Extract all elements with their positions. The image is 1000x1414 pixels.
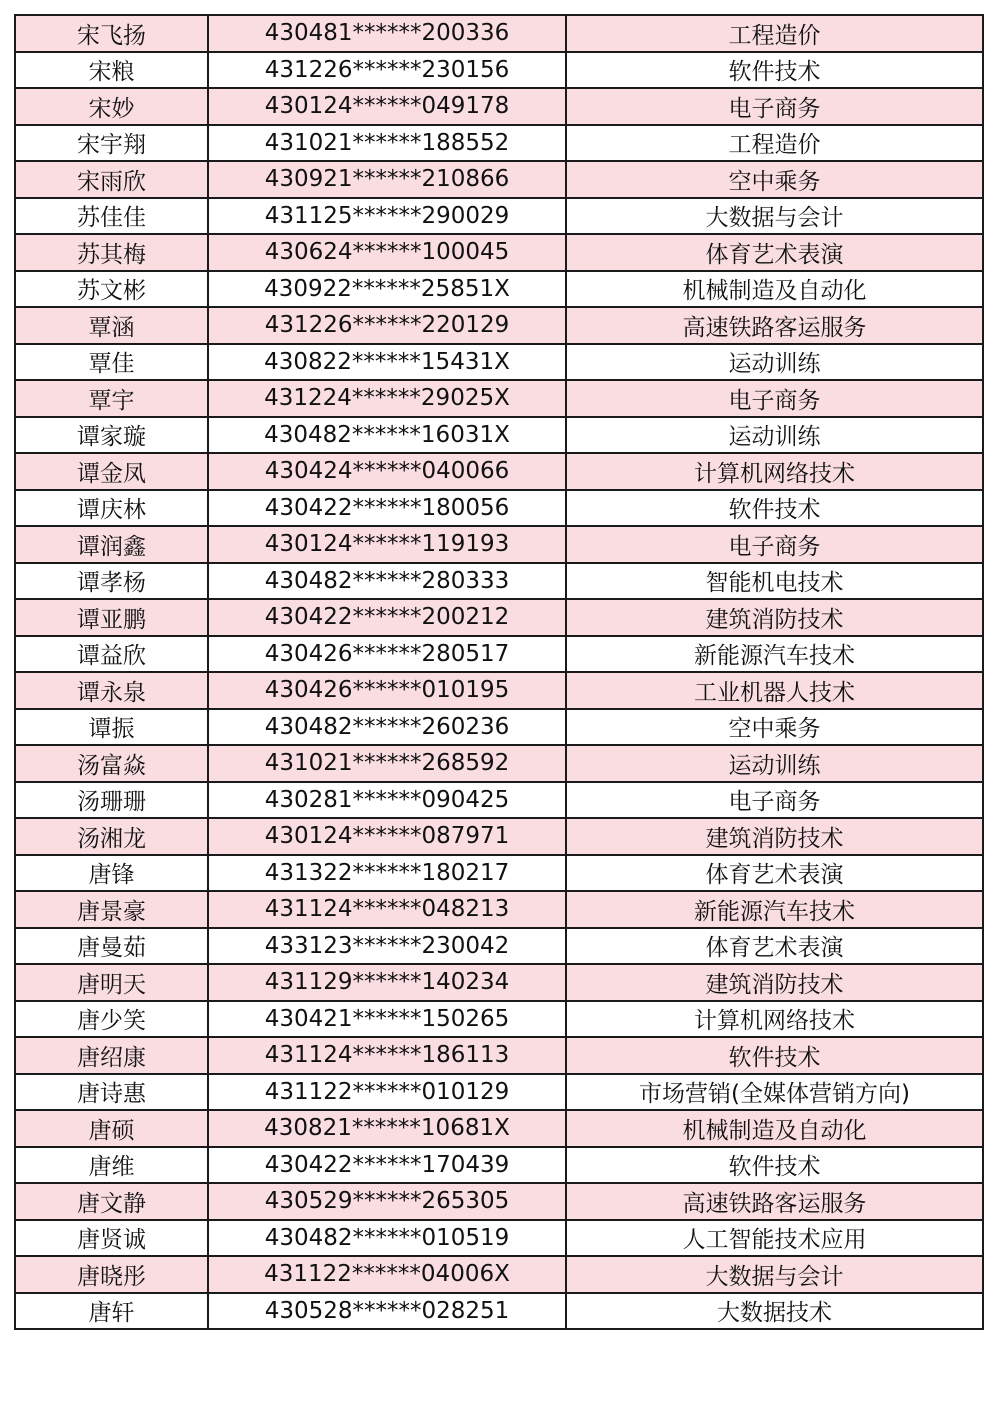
id-number-cell: 430482******16031X [208, 417, 566, 454]
id-number-cell: 430624******100045 [208, 234, 566, 271]
id-number-cell: 431122******04006X [208, 1256, 566, 1293]
major-cell: 新能源汽车技术 [566, 891, 983, 928]
table-row [15, 1147, 983, 1184]
id-number-cell: 431124******186113 [208, 1037, 566, 1074]
table-row [15, 161, 983, 198]
major-cell: 计算机网络技术 [566, 1001, 983, 1038]
id-number-cell: 430482******010519 [208, 1220, 566, 1257]
student-name-cell: 谭永泉 [15, 672, 208, 709]
table-row [15, 198, 983, 235]
major-cell: 人工智能技术应用 [566, 1220, 983, 1257]
table-row [15, 964, 983, 1001]
student-name-cell: 唐少笑 [15, 1001, 208, 1038]
student-name-cell: 唐硕 [15, 1110, 208, 1147]
student-name-cell: 苏文彬 [15, 271, 208, 308]
table-row [15, 1037, 983, 1074]
student-name-cell: 唐轩 [15, 1293, 208, 1330]
id-number-cell: 431021******188552 [208, 125, 566, 162]
student-name-cell: 宋雨欣 [15, 161, 208, 198]
id-number-cell: 430124******119193 [208, 526, 566, 563]
table-row [15, 1001, 983, 1038]
major-cell: 智能机电技术 [566, 563, 983, 600]
student-name-cell: 汤富焱 [15, 745, 208, 782]
major-cell: 空中乘务 [566, 709, 983, 746]
major-cell: 软件技术 [566, 1147, 983, 1184]
id-number-cell: 430426******280517 [208, 636, 566, 673]
table-row [15, 344, 983, 381]
table-row [15, 88, 983, 125]
table-row [15, 855, 983, 892]
student-name-cell: 唐诗惠 [15, 1074, 208, 1111]
student-name-cell: 谭润鑫 [15, 526, 208, 563]
table-row [15, 526, 983, 563]
major-cell: 新能源汽车技术 [566, 636, 983, 673]
major-cell: 体育艺术表演 [566, 928, 983, 965]
table-row [15, 125, 983, 162]
table-row [15, 380, 983, 417]
roster-table [14, 14, 984, 1330]
student-name-cell: 唐锋 [15, 855, 208, 892]
student-name-cell: 苏佳佳 [15, 198, 208, 235]
major-cell: 建筑消防技术 [566, 818, 983, 855]
id-number-cell: 431322******180217 [208, 855, 566, 892]
id-number-cell: 430422******200212 [208, 599, 566, 636]
id-number-cell: 430422******170439 [208, 1147, 566, 1184]
table-row [15, 672, 983, 709]
id-number-cell: 430821******10681X [208, 1110, 566, 1147]
table-row [15, 1220, 983, 1257]
id-number-cell: 430281******090425 [208, 782, 566, 819]
table-row [15, 15, 983, 52]
id-number-cell: 430124******049178 [208, 88, 566, 125]
student-name-cell: 覃佳 [15, 344, 208, 381]
major-cell: 大数据与会计 [566, 198, 983, 235]
major-cell: 建筑消防技术 [566, 964, 983, 1001]
major-cell: 工程造价 [566, 15, 983, 52]
major-cell: 电子商务 [566, 782, 983, 819]
table-row [15, 818, 983, 855]
major-cell: 空中乘务 [566, 161, 983, 198]
table-row [15, 490, 983, 527]
major-cell: 运动训练 [566, 344, 983, 381]
table-row [15, 599, 983, 636]
student-name-cell: 谭振 [15, 709, 208, 746]
major-cell: 工程造价 [566, 125, 983, 162]
id-number-cell: 430529******265305 [208, 1183, 566, 1220]
student-name-cell: 谭家璇 [15, 417, 208, 454]
major-cell: 电子商务 [566, 88, 983, 125]
major-cell: 电子商务 [566, 526, 983, 563]
student-name-cell: 谭亚鹏 [15, 599, 208, 636]
student-name-cell: 唐景豪 [15, 891, 208, 928]
table-row [15, 1074, 983, 1111]
student-name-cell: 宋粮 [15, 52, 208, 89]
student-name-cell: 苏其梅 [15, 234, 208, 271]
table-row [15, 563, 983, 600]
major-cell: 高速铁路客运服务 [566, 307, 983, 344]
id-number-cell: 430422******180056 [208, 490, 566, 527]
id-number-cell: 431226******220129 [208, 307, 566, 344]
id-number-cell: 430481******200336 [208, 15, 566, 52]
student-name-cell: 谭金凤 [15, 453, 208, 490]
id-number-cell: 430421******150265 [208, 1001, 566, 1038]
roster-body [15, 15, 983, 1329]
student-name-cell: 唐绍康 [15, 1037, 208, 1074]
student-name-cell: 谭益欣 [15, 636, 208, 673]
major-cell: 运动训练 [566, 745, 983, 782]
id-number-cell: 431226******230156 [208, 52, 566, 89]
id-number-cell: 430921******210866 [208, 161, 566, 198]
id-number-cell: 433123******230042 [208, 928, 566, 965]
major-cell: 大数据技术 [566, 1293, 983, 1330]
major-cell: 运动训练 [566, 417, 983, 454]
id-number-cell: 430528******028251 [208, 1293, 566, 1330]
major-cell: 体育艺术表演 [566, 855, 983, 892]
student-name-cell: 覃宇 [15, 380, 208, 417]
id-number-cell: 430822******15431X [208, 344, 566, 381]
id-number-cell: 430482******280333 [208, 563, 566, 600]
major-cell: 机械制造及自动化 [566, 271, 983, 308]
student-name-cell: 唐贤诚 [15, 1220, 208, 1257]
student-name-cell: 谭孝杨 [15, 563, 208, 600]
student-name-cell: 唐晓彤 [15, 1256, 208, 1293]
id-number-cell: 430482******260236 [208, 709, 566, 746]
major-cell: 高速铁路客运服务 [566, 1183, 983, 1220]
table-row [15, 234, 983, 271]
id-number-cell: 431224******29025X [208, 380, 566, 417]
student-name-cell: 宋飞扬 [15, 15, 208, 52]
id-number-cell: 430124******087971 [208, 818, 566, 855]
student-name-cell: 唐维 [15, 1147, 208, 1184]
id-number-cell: 431124******048213 [208, 891, 566, 928]
student-name-cell: 谭庆林 [15, 490, 208, 527]
student-name-cell: 汤湘龙 [15, 818, 208, 855]
table-row [15, 307, 983, 344]
student-name-cell: 宋妙 [15, 88, 208, 125]
major-cell: 软件技术 [566, 490, 983, 527]
table-row [15, 1256, 983, 1293]
major-cell: 电子商务 [566, 380, 983, 417]
major-cell: 工业机器人技术 [566, 672, 983, 709]
major-cell: 软件技术 [566, 1037, 983, 1074]
id-number-cell: 431021******268592 [208, 745, 566, 782]
table-row [15, 1183, 983, 1220]
table-row [15, 1110, 983, 1147]
table-row [15, 709, 983, 746]
student-name-cell: 唐曼茹 [15, 928, 208, 965]
id-number-cell: 430424******040066 [208, 453, 566, 490]
id-number-cell: 431122******010129 [208, 1074, 566, 1111]
table-row [15, 271, 983, 308]
major-cell: 建筑消防技术 [566, 599, 983, 636]
table-row [15, 745, 983, 782]
student-name-cell: 唐文静 [15, 1183, 208, 1220]
id-number-cell: 430426******010195 [208, 672, 566, 709]
student-name-cell: 汤珊珊 [15, 782, 208, 819]
major-cell: 大数据与会计 [566, 1256, 983, 1293]
id-number-cell: 431125******290029 [208, 198, 566, 235]
id-number-cell: 430922******25851X [208, 271, 566, 308]
major-cell: 机械制造及自动化 [566, 1110, 983, 1147]
student-name-cell: 覃涵 [15, 307, 208, 344]
table-row [15, 52, 983, 89]
major-cell: 市场营销(全媒体营销方向) [566, 1074, 983, 1111]
id-number-cell: 431129******140234 [208, 964, 566, 1001]
student-name-cell: 唐明天 [15, 964, 208, 1001]
table-row [15, 417, 983, 454]
table-row [15, 453, 983, 490]
table-row [15, 636, 983, 673]
table-row [15, 891, 983, 928]
major-cell: 计算机网络技术 [566, 453, 983, 490]
student-name-cell: 宋宇翔 [15, 125, 208, 162]
table-row [15, 928, 983, 965]
major-cell: 体育艺术表演 [566, 234, 983, 271]
table-row [15, 1293, 983, 1330]
table-row [15, 782, 983, 819]
major-cell: 软件技术 [566, 52, 983, 89]
